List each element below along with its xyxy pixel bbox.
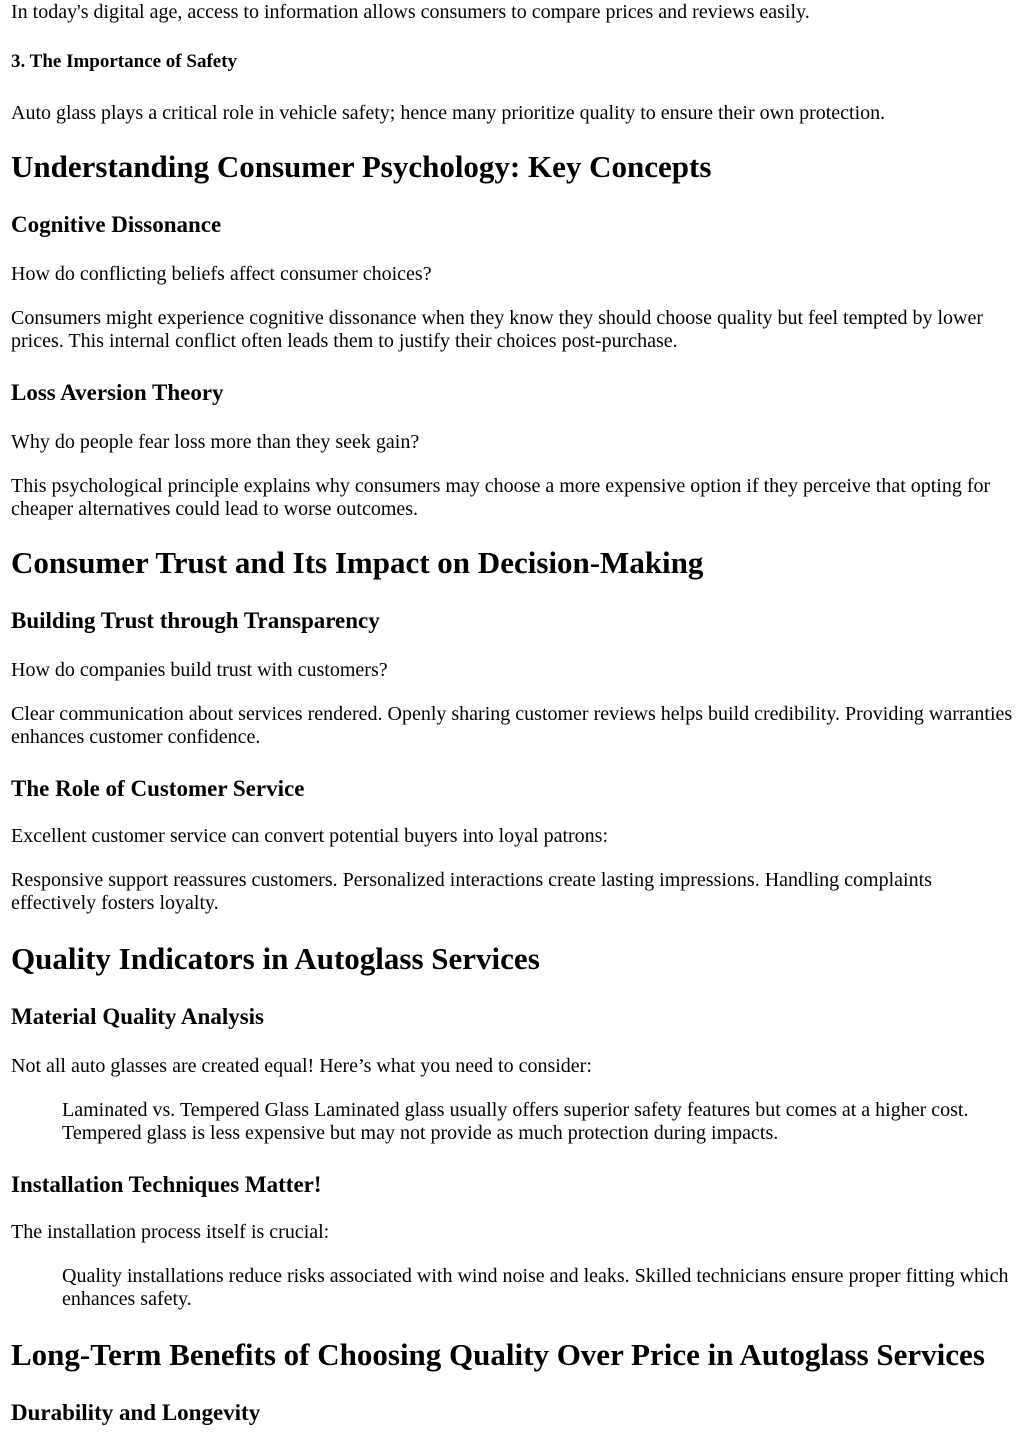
subsection-question: Not all auto glasses are created equal! Here’s what you need to consider: [11,1055,592,1077]
safety-paragraph: Auto glass plays a critical role in vehicle safety; hence many prioritize quality to ensure their own protection. [11,102,886,124]
subsection-title: Durability and Longevity [11,1400,261,1425]
subsection-body: Clear communication about services rendered. Openly sharing customer reviews helps build credibility. Providing warranties enhances customer confidence. [11,703,1013,748]
blockquote-body: Laminated vs. Tempered Glass Laminated glass usually offers superior safety features but comes at a higher cost. Tempered glass is less expensive but may not provide as much protection during impacts. [62,1099,969,1144]
subsection-question: How do conflicting beliefs affect consumer choices? [11,263,432,285]
subsection-title: The Role of Customer Service [11,776,305,801]
subsection-title: Loss Aversion Theory [11,380,224,405]
section-title: Understanding Consumer Psychology: Key Concepts [11,149,712,184]
subsection-title: Material Quality Analysis [11,1004,264,1029]
subsection-question: How do companies build trust with customers? [11,659,388,681]
subsection-title: Building Trust through Transparency [11,608,380,633]
section-title: Long-Term Benefits of Choosing Quality Over Price in Autoglass Services [11,1337,985,1372]
subsection-title: Cognitive Dissonance [11,212,222,237]
subsection-body: Consumers might experience cognitive dissonance when they know they should choose quality but feel tempted by lower prices. This internal conflict often leads them to justify their choices post-purchase. [11,307,983,352]
subsection-question: Excellent customer service can convert potential buyers into loyal patrons: [11,825,609,847]
subsection-title: Installation Techniques Matter! [11,1172,322,1197]
intro-paragraph: In today's digital age, access to information allows consumers to compare prices and reviews easily. [11,1,810,23]
subsection-body: This psychological principle explains why consumers may choose a more expensive option if they perceive that opting for cheaper alternatives could lead to worse outcomes. [11,475,991,520]
section-title: Quality Indicators in Autoglass Services [11,941,540,976]
section-title: Consumer Trust and Its Impact on Decision-Making [11,545,704,580]
safety-heading: 3. The Importance of Safety [11,51,238,72]
subsection-question: Why do people fear loss more than they seek gain? [11,431,420,453]
subsection-question: The installation process itself is crucial: [11,1221,330,1243]
subsection-body: Responsive support reassures customers. Personalized interactions create lasting impressions. Handling complaints effectively fosters loyalty. [11,869,932,914]
blockquote-body: Quality installations reduce risks associated with wind noise and leaks. Skilled technicians ensure proper fitting which enhances safety. [62,1265,1009,1310]
